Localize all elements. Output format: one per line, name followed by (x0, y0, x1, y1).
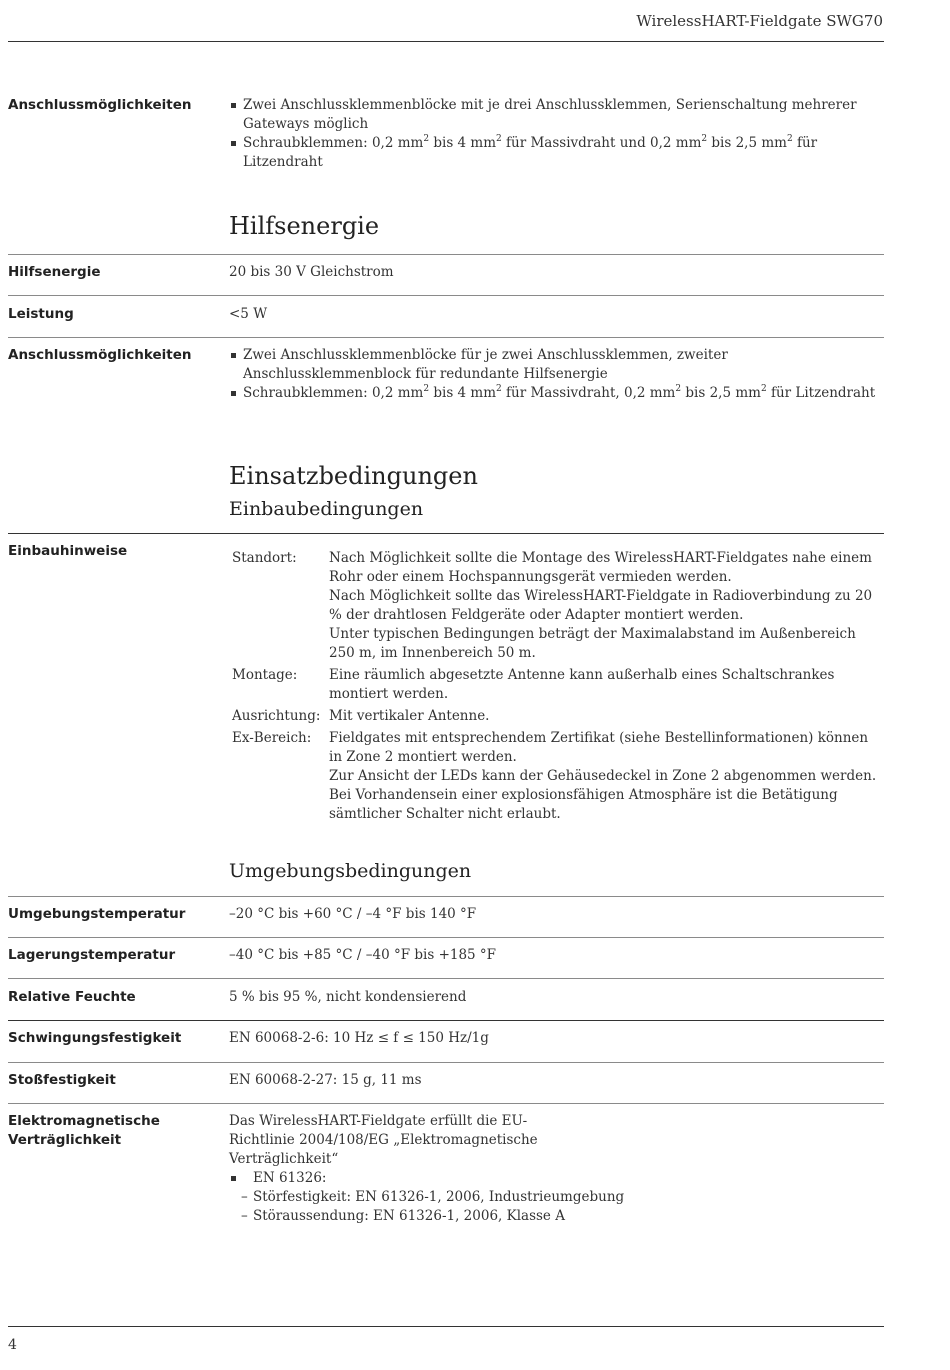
installation-key: Ausrichtung: (232, 708, 321, 724)
row-divider (8, 1020, 884, 1021)
env-value-storage-temp: –40 °C bis +85 °C / –40 °F bis +185 °F (229, 947, 497, 963)
power-connection-list (229, 346, 884, 403)
power-label-supply: Hilfsenergie (8, 264, 101, 280)
emc-intro: Das WirelessHART-Fieldgate erfüllt die EU-Richtlinie 2004/108/EG „Elektromagnetische Verträglichkeit“ (229, 1113, 538, 1167)
installation-value: Eine räumlich abgesetzte Antenne kann außerhalb eines Schaltschrankes montiert werden. (329, 667, 835, 702)
power-rule (8, 254, 884, 255)
row-divider (8, 1103, 884, 1104)
environment-rule (8, 896, 884, 897)
environment-subheading: Umgebungsbedingungen (229, 860, 472, 882)
installation-row-orientation (232, 707, 884, 726)
env-value-ambient-temp: –20 °C bis +60 °C / –4 °F bis 140 °F (229, 906, 477, 922)
env-label-vibration: Schwingungsfestigkeit (8, 1030, 182, 1046)
emc-bullet: EN 61326: (229, 1169, 884, 1188)
row-divider (8, 937, 884, 938)
env-label-storage-temp: Lagerungstemperatur (8, 947, 176, 963)
installation-row-hazardous-area (232, 729, 884, 824)
power-connection-bullet-2: Schraubklemmen: 0,2 $mm^2$ bis 4 $mm^2$ für Massivdraht, 0,2 $mm^2$ bis 2,5 $mm^2$ für Litzendraht (229, 384, 884, 403)
installation-value: Nach Möglichkeit sollte die Montage des WirelessHART-Fieldgates nahe einem Rohr oder einem Hochspannungsgerät vermieden werden. Nach Möglichkeit sollte das WirelessHART-Fieldgate in Radioverbindung zu 20 % der drahtlosen Feldgeräte oder Adapter montiert werden. Unter typischen Bedingungen beträgt der Maximalabstand im Außenbereich 250 m, im Innenbereich 50 m. (329, 550, 873, 661)
power-connection-label: Anschlussmöglichkeiten (8, 347, 192, 363)
installation-table (232, 549, 884, 824)
connection-bullet-1: Zwei Anschlussklemmenblöcke mit je drei Anschlussklemmen, Serienschaltung mehrerer Gateways möglich (229, 96, 884, 134)
row-divider (8, 978, 884, 979)
header-rule (8, 41, 884, 42)
env-value-emc (229, 1112, 884, 1226)
installation-rule (8, 533, 884, 534)
installation-value: Fieldgates mit entsprechendem Zertifikat (siehe Bestellinformationen) können in Zone 2 montiert werden. Zur Ansicht der LEDs kann der Gehäusedeckel in Zone 2 abgenommen werden. Bei Vorhandensein einer explosionsfähigen Atmosphäre ist die Betätigung sämtlicher Schalter nicht erlaubt. (329, 730, 877, 822)
power-heading: Hilfsenergie (229, 212, 380, 240)
installation-key: Ex-Bereich: (232, 730, 312, 746)
installation-subheading: Einbaubedingungen (229, 498, 424, 520)
power-value-consumption: <5 W (229, 306, 268, 322)
env-value-vibration: EN 60068-2-6: 10 Hz ≤ f ≤ 150 Hz/1g (229, 1030, 489, 1046)
connection-label: Anschlussmöglichkeiten (8, 97, 192, 113)
installation-row-location (232, 549, 884, 663)
page-number: 4 (8, 1337, 17, 1353)
footer-rule (8, 1326, 884, 1327)
env-value-humidity: 5 % bis 95 %, nicht kondensierend (229, 989, 467, 1005)
emc-sub-emission: – Störaussendung: EN 61326-1, 2006, Klasse A (229, 1207, 884, 1226)
power-connection-bullet-1: Zwei Anschlussklemmenblöcke für je zwei Anschlussklemmen, zweiter Anschlussklemmenblock für redundante Hilfsenergie (229, 346, 884, 384)
installation-row-mounting (232, 666, 884, 704)
env-value-shock: EN 60068-2-27: 15 g, 11 ms (229, 1072, 422, 1088)
installation-key: Standort: (232, 550, 297, 566)
env-label-emc: Elektromagnetische Verträglichkeit (8, 1113, 160, 1148)
env-label-ambient-temp: Umgebungstemperatur (8, 906, 186, 922)
installation-value: Mit vertikaler Antenne. (329, 708, 490, 724)
row-divider (8, 337, 884, 338)
emc-sub-immunity: – Störfestigkeit: EN 61326-1, 2006, Industrieumgebung (229, 1188, 884, 1207)
env-label-shock: Stoßfestigkeit (8, 1072, 116, 1088)
env-label-humidity: Relative Feuchte (8, 989, 136, 1005)
operating-heading: Einsatzbedingungen (229, 462, 478, 490)
row-divider (8, 1062, 884, 1063)
installation-label: Einbauhinweise (8, 543, 128, 559)
page-header-title: WirelessHART-Fieldgate SWG70 (636, 12, 883, 30)
power-value-supply: 20 bis 30 V Gleichstrom (229, 264, 394, 280)
connection-bullet-2: Schraubklemmen: 0,2 $mm^2$ bis 4 $mm^2$ für Massivdraht und 0,2 $mm^2$ bis 2,5 $mm^2$ für Litzendraht (229, 134, 884, 172)
power-label-consumption: Leistung (8, 306, 74, 322)
installation-key: Montage: (232, 667, 298, 683)
connection-list (229, 96, 884, 172)
row-divider (8, 295, 884, 296)
